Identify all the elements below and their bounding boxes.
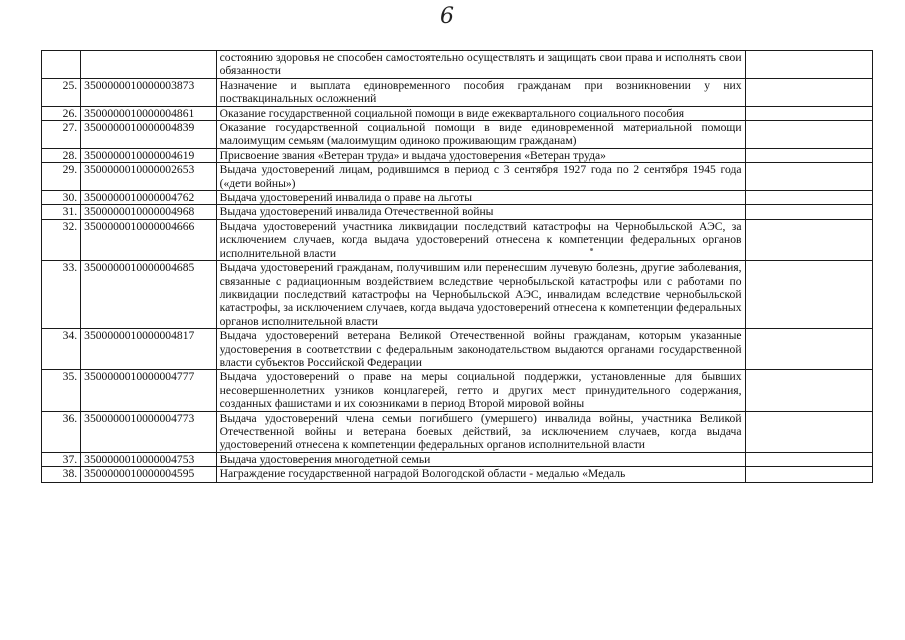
row-number: 29. [42,163,81,191]
table-row [42,370,873,411]
service-code: 3500000010000004861 [81,106,216,120]
service-code: 3500000010000004685 [81,261,216,329]
service-code: 3500000010000004753 [81,452,216,466]
empty-cell [745,411,872,452]
table-row [42,191,873,205]
service-name: Выдача удостоверений о праве на меры социальной поддержки, установленные для бывших несовершеннолетних узников концлагерей, гетто и других мест принудительного содержания, созданных фашистами и их союзниками в период Второй мировой войны [216,370,745,411]
row-number: 32. [42,219,81,260]
empty-cell [745,467,872,483]
table-row [42,163,873,191]
row-number: 34. [42,329,81,370]
empty-cell [745,261,872,329]
table-row [42,51,873,79]
service-name: Присвоение звания «Ветеран труда» и выдача удостоверения «Ветеран труда» [216,148,745,162]
scan-speck [590,248,593,251]
services-table [41,50,873,483]
service-name: Выдача удостоверений гражданам, получившим или перенесшим лучевую болезнь, другие заболевания, связанные с радиационным воздействием вследствие чернобыльской катастрофы или с работами по ликвидации последствий катастрофы на Чернобыльской АЭС, инвалидам вследствие чернобыльской катастрофы, за исключением случаев, когда выдача удостоверений отнесена к компетенции федеральных органов исполнительной власти [216,261,745,329]
service-code [81,51,216,79]
row-number: 38. [42,467,81,483]
empty-cell [745,121,872,149]
service-code: 3500000010000004817 [81,329,216,370]
empty-cell [745,205,872,219]
empty-cell [745,78,872,106]
service-code: 3500000010000004666 [81,219,216,260]
empty-cell [745,219,872,260]
service-code: 3500000010000004777 [81,370,216,411]
row-number: 35. [42,370,81,411]
empty-cell [745,106,872,120]
row-number: 37. [42,452,81,466]
service-name: Выдача удостоверений лицам, родившимся в период с 3 сентября 1927 года по 2 сентября 1945 года («дети войны») [216,163,745,191]
table-row [42,219,873,260]
service-code: 3500000010000003873 [81,78,216,106]
service-code: 3500000010000004762 [81,191,216,205]
row-number [42,51,81,79]
empty-cell [745,191,872,205]
empty-cell [745,370,872,411]
service-code: 3500000010000004773 [81,411,216,452]
table-row [42,261,873,329]
service-name: Выдача удостоверений члена семьи погибшего (умершего) инвалида войны, участника Великой Отечественной войны и ветерана боевых действий, за исключением случаев, когда выдача удостоверений отнесена к компетенции федеральных органов исполнительной власти [216,411,745,452]
service-code: 3500000010000004595 [81,467,216,483]
service-name: Выдача удостоверений ветерана Великой Отечественной войны гражданам, которым указанные удостоверения в соответствии с федеральным законодательством выдаются органами государственной власти субъектов Российской Федерации [216,329,745,370]
table-row [42,411,873,452]
service-name: Выдача удостоверений участника ликвидации последствий катастрофы на Чернобыльской АЭС, за исключением случаев, когда выдача удостоверений отнесена к компетенции федеральных органов исполнительной власти [216,219,745,260]
table-row [42,452,873,466]
table-row [42,329,873,370]
empty-cell [745,148,872,162]
table-row [42,121,873,149]
service-code: 3500000010000004619 [81,148,216,162]
row-number: 30. [42,191,81,205]
service-name: Выдача удостоверений инвалида о праве на льготы [216,191,745,205]
service-name: Выдача удостоверений инвалида Отечественной войны [216,205,745,219]
service-name: состоянию здоровья не способен самостоятельно осуществлять и защищать свои права и исполнять свои обязанности [216,51,745,79]
table-row [42,78,873,106]
table-row [42,106,873,120]
service-name: Оказание государственной социальной помощи в виде единовременной материальной помощи малоимущим семьям (малоимущим одиноко проживающим гражданам) [216,121,745,149]
empty-cell [745,51,872,79]
service-name: Награждение государственной наградой Вологодской области - медалью «Медаль [216,467,745,483]
row-number: 26. [42,106,81,120]
table-row [42,205,873,219]
empty-cell [745,452,872,466]
row-number: 25. [42,78,81,106]
service-code: 3500000010000004839 [81,121,216,149]
service-code: 3500000010000004968 [81,205,216,219]
table-row [42,467,873,483]
empty-cell [745,329,872,370]
row-number: 31. [42,205,81,219]
table-row [42,148,873,162]
empty-cell [745,163,872,191]
row-number: 28. [42,148,81,162]
service-name: Выдача удостоверения многодетной семьи [216,452,745,466]
row-number: 36. [42,411,81,452]
row-number: 33. [42,261,81,329]
service-code: 3500000010000002653 [81,163,216,191]
page-number: 6 [440,4,454,29]
row-number: 27. [42,121,81,149]
service-name: Оказание государственной социальной помощи в виде ежеквартального социального пособия [216,106,745,120]
service-name: Назначение и выплата единовременного пособия гражданам при возникновении у них поствакцинальных осложнений [216,78,745,106]
